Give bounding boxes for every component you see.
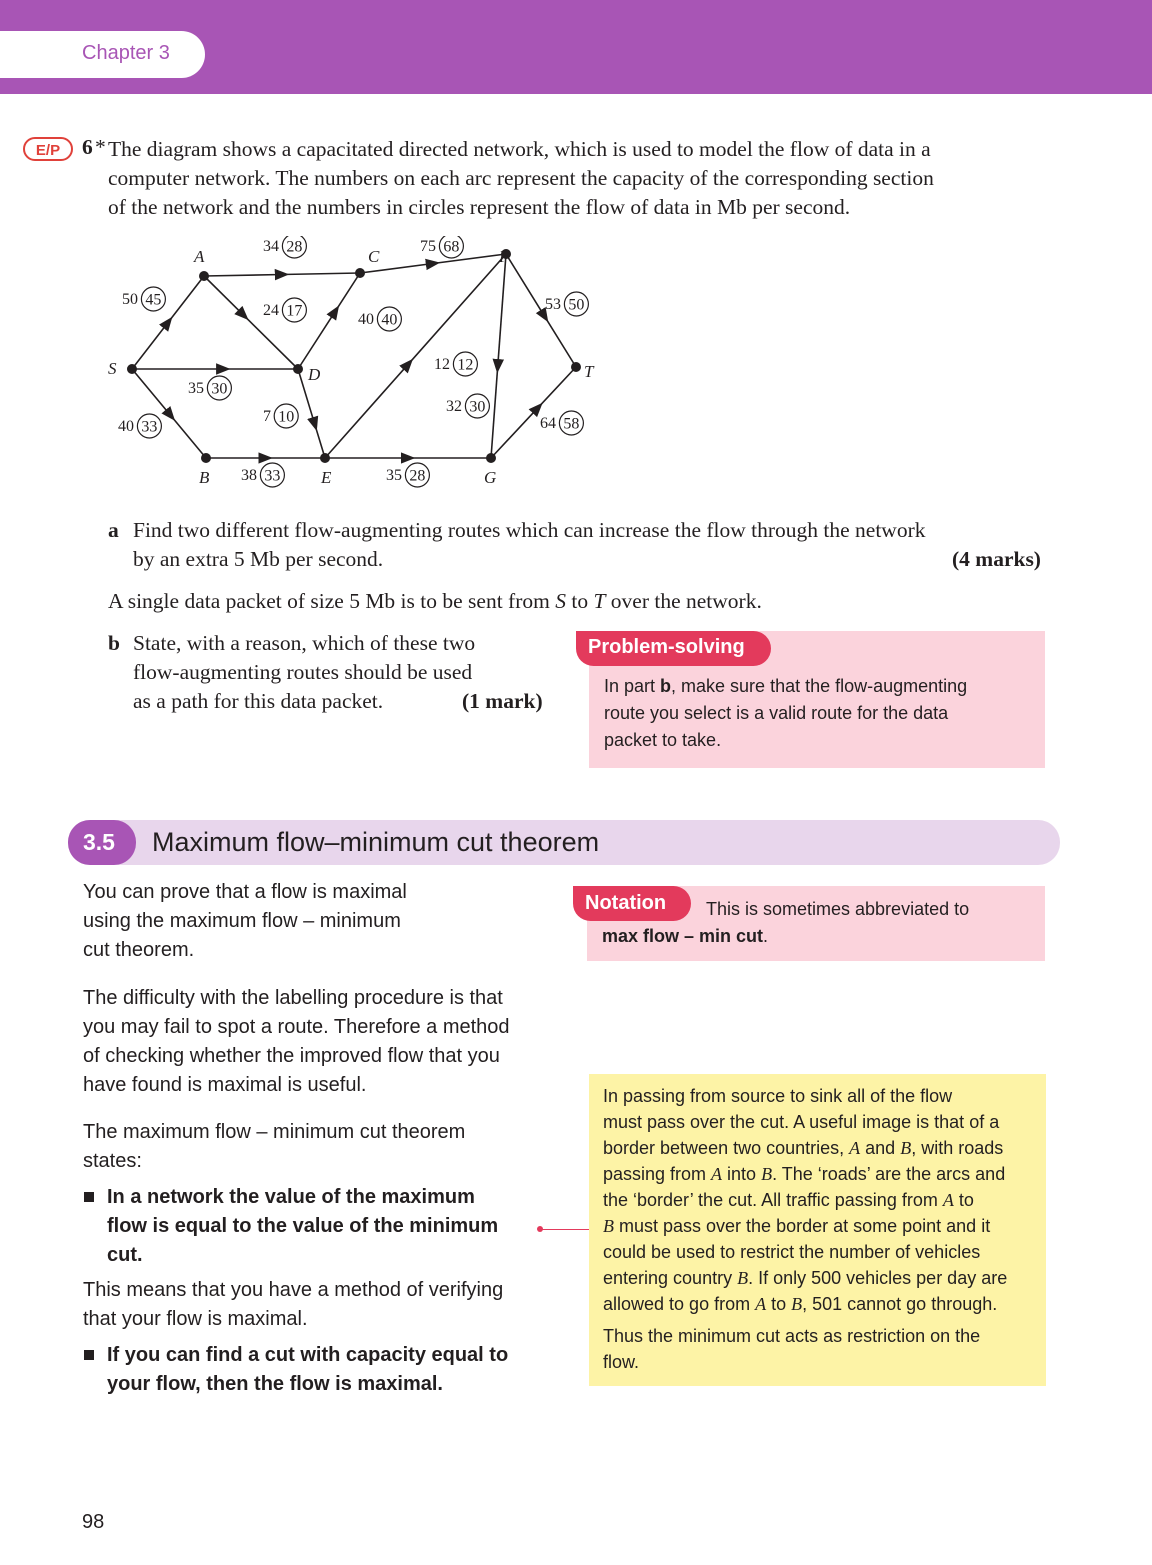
explanation-line: must pass over the cut. A useful image is that of a xyxy=(603,1112,1000,1132)
problem-solving-text: packet to take. xyxy=(604,730,722,750)
part-b-line: State, with a reason, which of these two xyxy=(133,631,476,655)
arc-capacity-label: 50 xyxy=(122,291,138,308)
body-paragraph-line: that your flow is maximal. xyxy=(83,1308,308,1330)
node-label: C xyxy=(368,247,380,266)
explanation-line: the ‘border’ the cut. All traffic passing from A to xyxy=(603,1190,974,1210)
body-paragraph-line: have found is maximal is useful. xyxy=(83,1074,367,1096)
node-a xyxy=(199,271,209,281)
arc-flow-label: 12 xyxy=(457,356,474,374)
node-t xyxy=(571,362,581,372)
node-label: E xyxy=(321,468,332,487)
connector-dot xyxy=(537,1226,543,1232)
node-d xyxy=(293,364,303,374)
arc-capacity-label: 34 xyxy=(263,238,279,255)
node-label: S xyxy=(108,359,117,378)
notation-text: This is sometimes abbreviated to xyxy=(706,899,970,919)
arc-f-t xyxy=(506,254,576,367)
arc-g-t xyxy=(491,367,576,458)
part-b-line: as a path for this data packet. xyxy=(133,689,384,713)
arc-flow-label: 28 xyxy=(409,467,426,485)
key-point-line: cut. xyxy=(107,1244,143,1266)
arc-capacity-label: 7 xyxy=(263,408,271,425)
arc-capacity-label: 32 xyxy=(446,398,462,415)
part-a-marks: (4 marks) xyxy=(952,547,1041,571)
arc-a-d xyxy=(204,276,298,369)
key-point-line: flow is equal to the value of the minimum xyxy=(107,1215,499,1237)
explanation-line: Thus the minimum cut acts as restriction on the xyxy=(603,1326,981,1346)
problem-solving-text: In part b, make sure that the flow-augmenting xyxy=(604,676,968,696)
notation-title: Notation xyxy=(585,892,667,914)
arc-flow-label: 45 xyxy=(145,291,162,309)
packet-statement: A single data packet of size 5 Mb is to be sent from S to T over the network. xyxy=(108,589,762,613)
arc-capacity-label: 35 xyxy=(188,380,204,397)
section-number: 3.5 xyxy=(83,829,115,855)
explanation-line: allowed to go from A to B, 501 cannot go through. xyxy=(603,1294,998,1314)
body-paragraph-line: you may fail to spot a route. Therefore a method xyxy=(83,1016,510,1038)
question-intro-line: of the network and the numbers in circles represent the flow of data in Mb per second. xyxy=(108,195,851,219)
arc-c-f xyxy=(360,254,506,273)
part-a-letter: a xyxy=(108,518,119,542)
network-diagram xyxy=(98,236,618,496)
problem-solving-text: route you select is a valid route for the data xyxy=(604,703,949,723)
ep-badge: E/P xyxy=(23,137,73,161)
question-intro-line: computer network. The numbers on each arc represent the capacity of the corresponding section xyxy=(108,166,934,190)
connector-line xyxy=(540,1229,589,1230)
arc-d-c xyxy=(298,273,360,369)
bullet-square-icon xyxy=(84,1350,94,1360)
arc-flow-label: 28 xyxy=(286,238,303,256)
explanation-line: entering country B. If only 500 vehicles per day are xyxy=(603,1268,1008,1288)
part-b-letter: b xyxy=(108,631,120,655)
arc-flow-label: 17 xyxy=(286,302,303,320)
body-paragraph-line: The difficulty with the labelling procedure is that xyxy=(83,987,503,1009)
node-label: G xyxy=(484,468,497,487)
arc-flow-label: 68 xyxy=(443,238,460,256)
body-paragraph-line: states: xyxy=(83,1150,142,1172)
arc-capacity-label: 75 xyxy=(420,238,436,255)
node-s xyxy=(127,364,137,374)
node-b xyxy=(201,453,211,463)
question-star: * xyxy=(95,135,106,159)
arc-capacity-label: 38 xyxy=(241,467,257,484)
node-g xyxy=(486,453,496,463)
arc-flow-label: 33 xyxy=(264,467,281,485)
key-point-line: your flow, then the flow is maximal. xyxy=(107,1373,443,1395)
page-number: 98 xyxy=(82,1511,105,1533)
section-title: Maximum flow–minimum cut theorem xyxy=(152,827,600,857)
body-paragraph-line: cut theorem. xyxy=(83,939,195,961)
part-a-line: Find two different flow-augmenting routes which can increase the flow through the network xyxy=(133,518,926,542)
node-label: D xyxy=(308,365,321,384)
arc-s-a xyxy=(132,276,204,369)
node-e xyxy=(320,453,330,463)
body-paragraph-line: using the maximum flow – minimum xyxy=(83,910,401,932)
explanation-line: B must pass over the border at some point and it xyxy=(603,1216,991,1236)
arc-capacity-label: 35 xyxy=(386,467,402,484)
notation-text: max flow – min cut. xyxy=(602,926,769,946)
arc-flow-label: 10 xyxy=(278,408,295,426)
explanation-line: flow. xyxy=(603,1352,640,1372)
node-label: T xyxy=(584,362,594,381)
explanation-line: could be used to restrict the number of vehicles xyxy=(603,1242,981,1262)
arc-a-c xyxy=(204,273,360,276)
question-intro-line: The diagram shows a capacitated directed network, which is used to model the flow of data in a xyxy=(108,137,931,161)
chapter-label: Chapter 3 xyxy=(82,42,170,64)
arc-flow-label: 40 xyxy=(381,311,398,329)
node-c xyxy=(355,268,365,278)
part-b-line: flow-augmenting routes should be used xyxy=(133,660,473,684)
problem-solving-title: Problem-solving xyxy=(588,636,745,658)
arc-capacity-label: 40 xyxy=(358,311,374,328)
arc-capacity-label: 12 xyxy=(434,356,450,373)
arc-f-g xyxy=(491,254,506,458)
body-paragraph-line: of checking whether the improved flow that you xyxy=(83,1045,500,1067)
arc-flow-label: 30 xyxy=(211,380,228,398)
part-b-marks: (1 mark) xyxy=(462,689,543,713)
body-paragraph-line: You can prove that a flow is maximal xyxy=(83,881,407,903)
body-paragraph-line: The maximum flow – minimum cut theorem xyxy=(83,1121,466,1143)
arc-flow-label: 50 xyxy=(568,296,585,314)
part-a-line: by an extra 5 Mb per second. xyxy=(133,547,384,571)
key-point-line: If you can find a cut with capacity equal to xyxy=(107,1344,509,1366)
arc-flow-label: 33 xyxy=(141,418,158,436)
explanation-line: border between two countries, A and B, with roads xyxy=(603,1138,1004,1158)
arc-capacity-label: 53 xyxy=(545,296,561,313)
explanation-line: passing from A into B. The ‘roads’ are the arcs and xyxy=(603,1164,1006,1184)
arc-capacity-label: 40 xyxy=(118,418,134,435)
question-number: 6 xyxy=(82,135,93,159)
bullet-square-icon xyxy=(84,1192,94,1202)
arc-flow-label: 58 xyxy=(563,415,580,433)
explanation-line: In passing from source to sink all of the flow xyxy=(603,1086,953,1106)
body-paragraph-line: This means that you have a method of verifying xyxy=(83,1279,504,1301)
key-point-line: In a network the value of the maximum xyxy=(107,1186,475,1208)
arc-capacity-label: 24 xyxy=(263,302,279,319)
node-label: B xyxy=(199,468,210,487)
arc-capacity-label: 64 xyxy=(540,415,556,432)
node-label: A xyxy=(194,247,205,266)
arc-flow-label: 30 xyxy=(469,398,486,416)
node-label: F xyxy=(499,247,510,266)
